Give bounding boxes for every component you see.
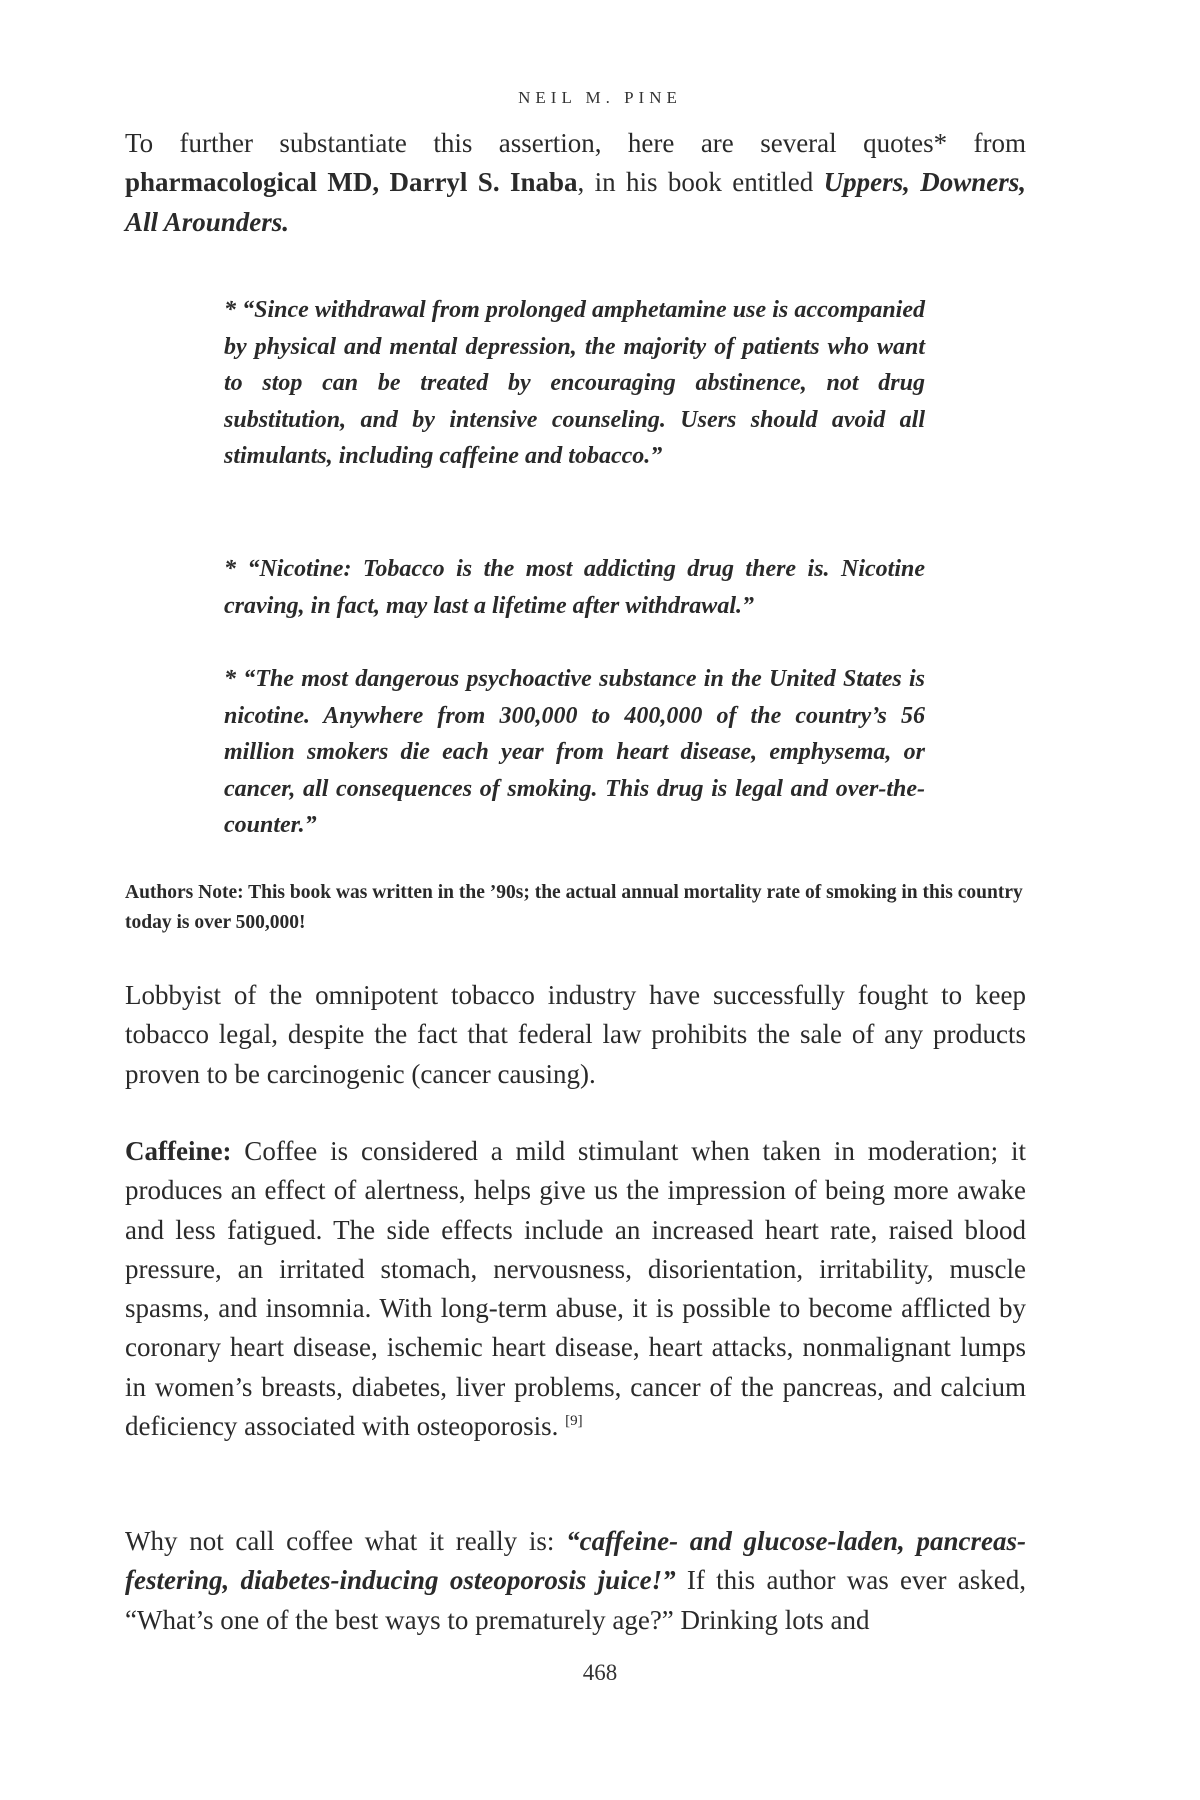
footnote-ref: [9] bbox=[565, 1413, 583, 1430]
coffee-text-1: Why not call coffee what it really is: bbox=[125, 1526, 567, 1556]
caffeine-paragraph bbox=[125, 1132, 1026, 1446]
quote-amphetamine: * “Since withdrawal from prolonged amphetamine use is accompanied by physical and mental depression, the majority of patients who want to stop can be treated by encouraging abstinence, not drug substitution, and by intensive counseling. Users should avoid all stimulants, including caffeine and tobacco.” bbox=[224, 297, 925, 469]
quote-nicotine-addiction: * “Nicotine: Tobacco is the most addicting drug there is. Nicotine craving, in fact, may last a lifetime after withdrawal.” bbox=[224, 556, 925, 619]
lobbyist-paragraph: Lobbyist of the omnipotent tobacco industry have successfully fought to keep tobacco legal, despite the fact that federal law prohibits the sale of any products proven to be carcinogenic (cancer causing). bbox=[125, 980, 1026, 1089]
coffee-paragraph bbox=[125, 1522, 1026, 1640]
quote-nicotine-danger: * “The most dangerous psychoactive substance in the United States is nicotine. Anywhere from 300,000 to 400,000 of the country’s 56 million smokers die each year from heart disease, emphysema, or cancer, all consequences of smoking. This drug is legal and over-the-counter.” bbox=[224, 666, 925, 838]
caffeine-text: Coffee is considered a mild stimulant when taken in moderation; it produces an effect of alertness, helps give us the impression of being more awake and less fatigued. The side effects include an increased heart rate, raised blood pressure, an irritated stomach, nervousness, disorientation, irritability, muscle spasms, and insomnia. With long-term abuse, it is possible to become afflicted by coronary heart disease, ischemic heart disease, heart attacks, nonmalignant lumps in women’s breasts, diabetes, liver problems, cancer of the pancreas, and calcium deficiency associated with osteoporosis. bbox=[125, 1136, 1026, 1442]
authors-note: Authors Note: This book was written in the ’90s; the actual annual mortality rate of smoking in this country today is over 500,000! bbox=[125, 882, 1023, 933]
author-name: pharmacological MD, Darryl S. Inaba bbox=[125, 167, 578, 198]
page-number: 468 bbox=[582, 1660, 618, 1685]
intro-paragraph bbox=[125, 124, 1026, 242]
caffeine-label: Caffeine: bbox=[125, 1136, 232, 1166]
book-title: Uppers, Downers, All Arounders. bbox=[125, 167, 1026, 237]
coffee-emphasis: “caffeine- and glucose-laden, pancreas-festering, diabetes-inducing osteoporosis juice!” bbox=[125, 1526, 1026, 1596]
coffee-text-2: If this author was ever asked, “What’s one of the best ways to prematurely age?” Drinking lots and bbox=[125, 1565, 1026, 1635]
running-head: NEIL M. PINE bbox=[518, 88, 682, 107]
intro-text-1: To further substantiate this assertion, here are several quotes* from bbox=[125, 128, 1026, 158]
intro-text-2: , in his book entitled bbox=[577, 167, 824, 198]
